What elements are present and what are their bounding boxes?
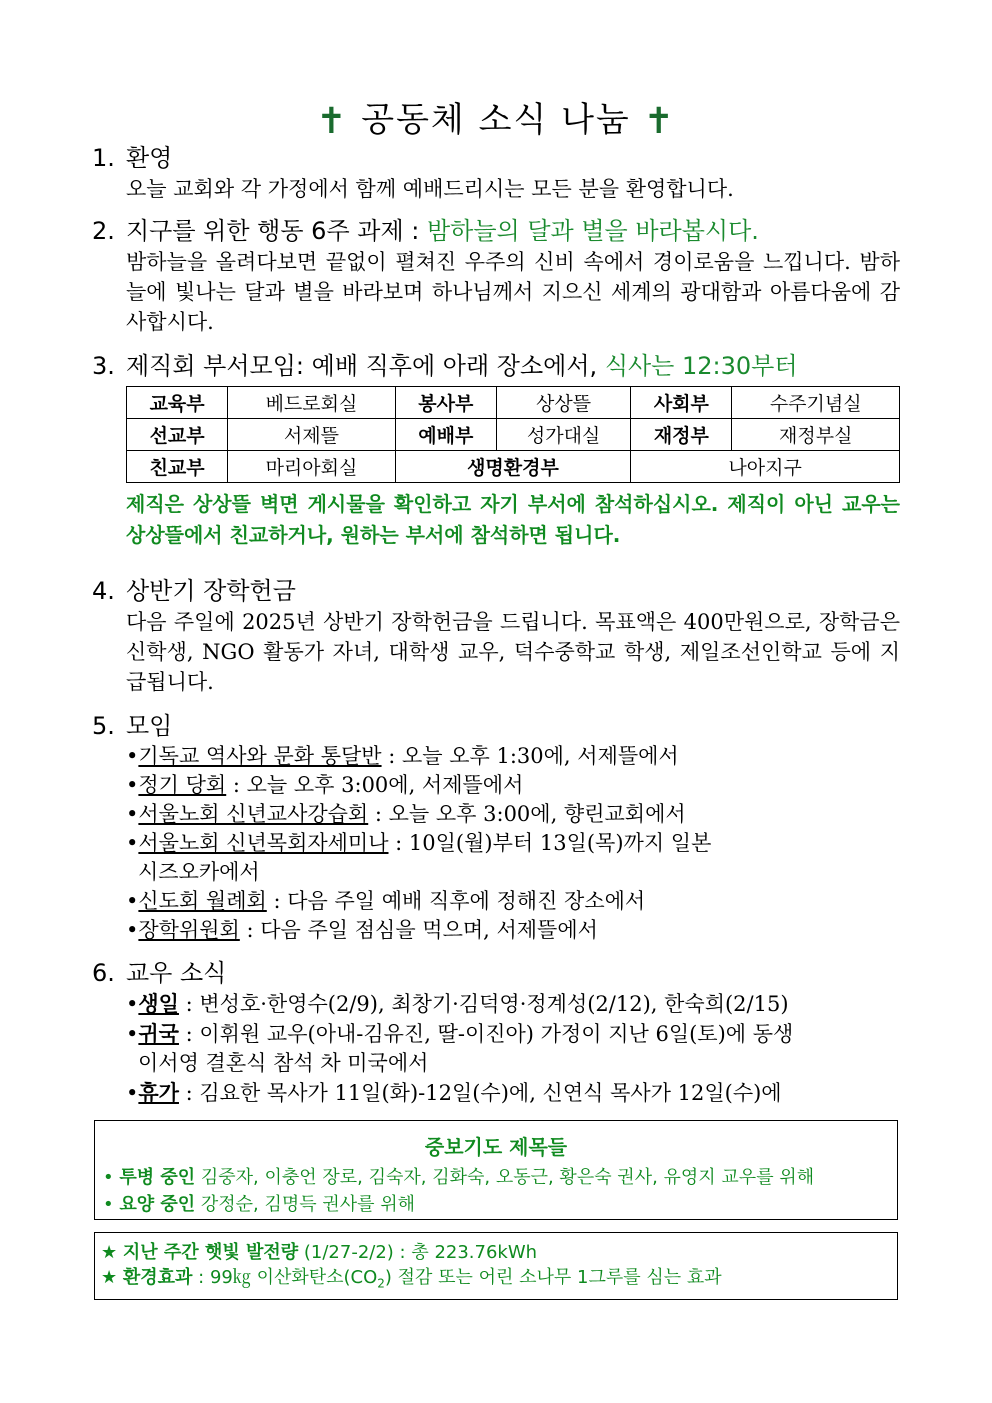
dept-room: 상상뜰 — [496, 387, 630, 419]
dept-name: 재정부 — [631, 419, 732, 451]
solar-text: ) 절감 또는 어린 소나무 1그루를 심는 효과 — [384, 1267, 722, 1288]
list-item: •생일 : 변성호·한영수(2/9), 최창기·김덕영·정계성(2/12), 한숙희(2/15) — [126, 991, 789, 1016]
section-heading: 제직회 부서모임: 예배 직후에 아래 장소에서, — [126, 352, 605, 380]
dept-room: 마리아회실 — [228, 451, 396, 483]
section-heading: 교우 소식 — [126, 959, 227, 987]
section-body: 오늘 교회와 각 가정에서 함께 예배드리시는 모든 분을 환영합니다. — [126, 177, 734, 201]
dept-name: 예배부 — [395, 419, 496, 451]
meeting-detail: : 10일(월)부터 13일(목)까지 일본 — [388, 831, 712, 855]
department-note: 제직은 상상뜰 벽면 게시물을 확인하고 자기 부서에 참석하십시오. 제직이 아닌 교우는 상상뜰에서 친교하거나, 원하는 부서에 참석하면 됩니다. — [126, 492, 900, 547]
section-body: 다음 주일에 2025년 상반기 장학헌금을 드립니다. 목표액은 400만원으로, 장학금은 신학생, NGO 활동가 자녀, 대학생 교우, 덕수중학교 학생, 제일조선인학교 등에 지급됩니다. — [126, 610, 900, 694]
list-item: •서울노회 신년목회자세미나 : 10일(월)부터 13일(목)까지 일본 시즈오카에서 — [126, 831, 712, 884]
dept-room: 서제뜰 — [228, 419, 396, 451]
section-member-news — [92, 957, 900, 1108]
dept-name: 사회부 — [631, 387, 732, 419]
table-row — [127, 451, 900, 483]
section-number: 2. — [92, 217, 115, 245]
section-heading: 상반기 장학헌금 — [126, 577, 296, 605]
meeting-detail: : 다음 주일 예배 직후에 정해진 장소에서 — [266, 889, 646, 913]
star-icon: ★ — [101, 1267, 118, 1288]
subscript: 2 — [377, 1276, 385, 1291]
news-detail-cont: 이서영 결혼식 참석 차 미국에서 — [138, 1051, 429, 1075]
news-type: 휴가 — [138, 1080, 179, 1105]
solar-label: 지난 주간 햇빛 발전량 — [122, 1242, 299, 1263]
section-scholarship — [92, 575, 900, 697]
prayer-label: 투병 중인 — [119, 1167, 196, 1188]
news-detail: : 김요한 목사가 11일(화)-12일(수)에, 신연식 목사가 12일(수)에 — [178, 1081, 782, 1105]
section-heading: 지구를 위한 행동 6주 과제 : — [126, 217, 427, 245]
page-title — [0, 92, 992, 142]
section-heading-highlight: 밤하늘의 달과 별을 바라봅시다. — [426, 217, 759, 245]
table-row — [127, 387, 900, 419]
section-heading-highlight: 식사는 12:30부터 — [604, 352, 798, 380]
prayer-label: 요양 중인 — [119, 1194, 196, 1215]
table-row — [127, 419, 900, 451]
meeting-detail: : 오늘 오후 3:00에, 서제뜰에서 — [226, 773, 524, 797]
section-earth-action — [92, 215, 900, 337]
meeting-detail-cont: 시즈오카에서 — [138, 860, 260, 884]
section-number: 5. — [92, 712, 115, 740]
cross-icon: ✝ — [316, 101, 349, 142]
prayer-title: 중보기도 제목들 — [424, 1135, 568, 1159]
dept-name: 선교부 — [127, 419, 228, 451]
section-heading: 환영 — [126, 144, 173, 172]
section-number: 3. — [92, 352, 115, 380]
list-item: •서울노회 신년교사강습회 : 오늘 오후 3:00에, 향린교회에서 — [126, 802, 686, 826]
solar-box — [94, 1232, 898, 1300]
section-meetings — [92, 710, 900, 945]
star-icon: ★ — [101, 1242, 118, 1263]
dept-name: 봉사부 — [395, 387, 496, 419]
section-number: 1. — [92, 144, 115, 172]
cross-icon: ✝ — [643, 101, 676, 142]
dept-room: 재정부실 — [732, 419, 900, 451]
dept-room: 나아지구 — [631, 451, 900, 483]
section-heading: 모임 — [126, 712, 173, 740]
meeting-name: 기독교 역사와 문화 통달반 — [138, 744, 382, 768]
dept-name: 친교부 — [127, 451, 228, 483]
news-detail: : 변성호·한영수(2/9), 최창기·김덕영·정계성(2/12), 한숙희(2/15) — [178, 992, 789, 1016]
section-number: 6. — [92, 959, 115, 987]
meeting-detail: : 다음 주일 점심을 먹으며, 서제뜰에서 — [239, 918, 598, 942]
meeting-name: 장학위원회 — [138, 918, 240, 942]
page-title-text: 공동체 소식 나눔 — [361, 100, 631, 140]
dept-room: 성가대실 — [496, 419, 630, 451]
prayer-box — [94, 1120, 898, 1220]
solar-line — [95, 1265, 897, 1297]
meeting-detail: : 오늘 오후 3:00에, 향린교회에서 — [368, 802, 686, 826]
meeting-detail: : 오늘 오후 1:30에, 서제뜰에서 — [381, 744, 679, 768]
list-item: •휴가 : 김요한 목사가 11일(화)-12일(수)에, 신연식 목사가 12일(수)에 — [126, 1080, 782, 1105]
dept-room: 베드로회실 — [228, 387, 396, 419]
section-welcome — [92, 142, 900, 204]
solar-label: 환경효과 — [122, 1267, 193, 1288]
news-type: 생일 — [138, 991, 179, 1016]
prayer-text: 김중자, 이충언 장로, 김숙자, 김화숙, 오동근, 황은숙 권사, 유영지 교우를 위해 — [195, 1167, 815, 1188]
prayer-line: • 투병 중인 김중자, 이충언 장로, 김숙자, 김화숙, 오동근, 황은숙 권사, 유영지 교우를 위해 — [103, 1167, 815, 1188]
department-table — [126, 386, 900, 483]
section-number: 4. — [92, 577, 115, 605]
section-department-meeting — [92, 350, 900, 551]
dept-name: 생명환경부 — [395, 451, 631, 483]
meeting-name: 서울노회 신년목회자세미나 — [138, 831, 389, 855]
solar-text: : 99㎏ 이산화탄소(CO — [192, 1267, 378, 1288]
list-item: •정기 당회 : 오늘 오후 3:00에, 서제뜰에서 — [126, 773, 524, 797]
meeting-name: 정기 당회 — [138, 773, 227, 797]
list-item: •장학위원회 : 다음 주일 점심을 먹으며, 서제뜰에서 — [126, 918, 598, 942]
news-type: 귀국 — [138, 1021, 179, 1046]
list-item: •신도회 월례회 : 다음 주일 예배 직후에 정해진 장소에서 — [126, 889, 646, 913]
dept-room: 수주기념실 — [732, 387, 900, 419]
section-body: 밤하늘을 올려다보면 끝없이 펼쳐진 우주의 신비 속에서 경이로움을 느낍니다. 밤하늘에 빛나는 달과 별을 바라보며 하나님께서 지으신 세계의 광대함과 아름다움에 감사합시다. — [126, 250, 900, 334]
list-item: •귀국 : 이휘원 교우(아내-김유진, 딸-이진아) 가정이 지난 6일(토)에 동생 이서영 결혼식 참석 차 미국에서 — [126, 1021, 794, 1075]
dept-name: 교육부 — [127, 387, 228, 419]
meeting-name: 서울노회 신년교사강습회 — [138, 802, 369, 826]
solar-line — [95, 1240, 897, 1265]
list-item: •기독교 역사와 문화 통달반 : 오늘 오후 1:30에, 서제뜰에서 — [126, 744, 679, 768]
meeting-name: 신도회 월례회 — [138, 889, 267, 913]
solar-text: (1/27-2/2) : 총 223.76kWh — [298, 1242, 538, 1263]
prayer-line: • 요양 중인 강정순, 김명득 권사를 위해 — [103, 1194, 416, 1215]
prayer-text: 강정순, 김명득 권사를 위해 — [195, 1194, 416, 1215]
news-detail: : 이휘원 교우(아내-김유진, 딸-이진아) 가정이 지난 6일(토)에 동생 — [178, 1022, 794, 1046]
